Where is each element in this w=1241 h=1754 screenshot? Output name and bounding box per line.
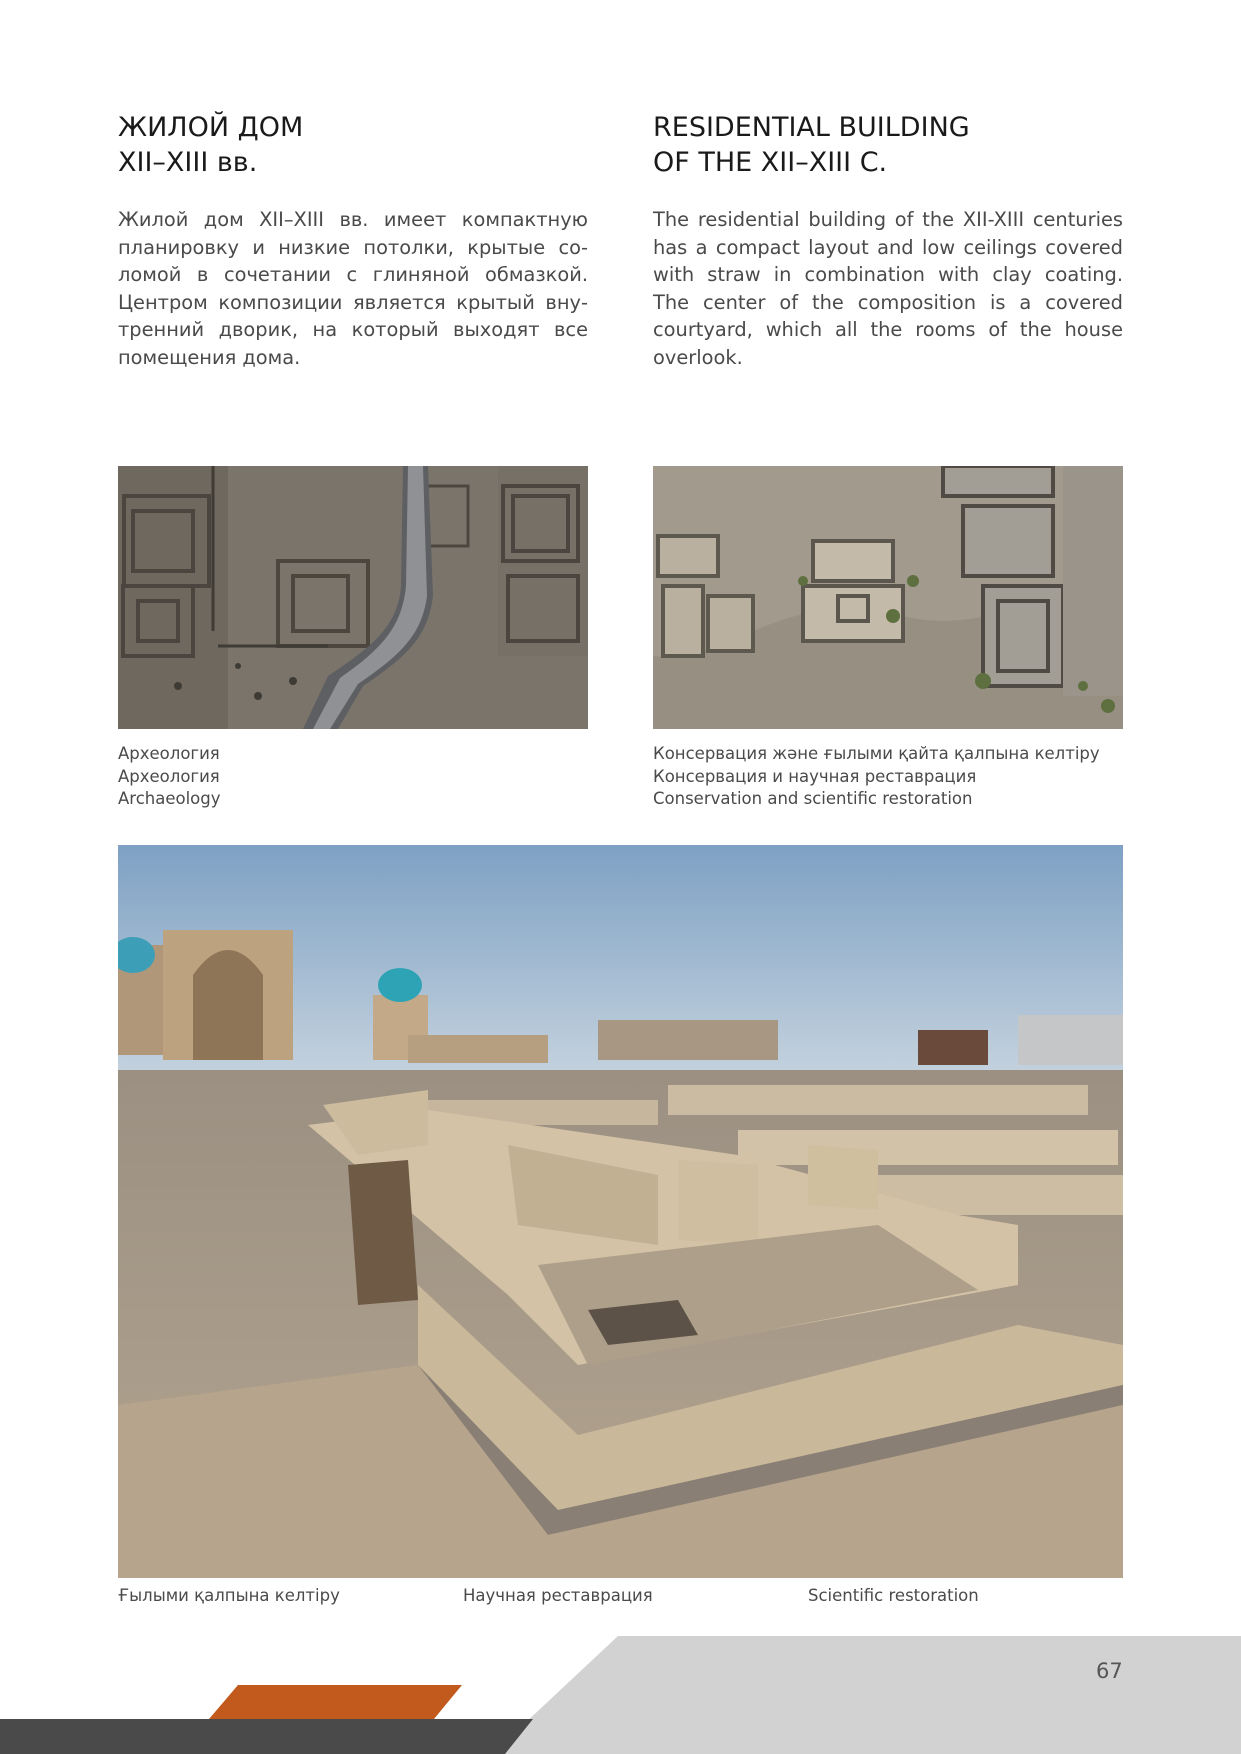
photo-aerial-archaeology	[118, 466, 588, 729]
page-number: 67	[1096, 1659, 1123, 1683]
title-en-line-2: OF THE XII–XIII C.	[653, 147, 888, 178]
title-ru-line-2: XII–XIII вв.	[118, 147, 258, 178]
caption-archaeology	[118, 743, 221, 811]
caption-restoration-kz: Ғылыми қалпына келтіру	[118, 1586, 340, 1605]
caption-line: Archaeology	[118, 789, 221, 808]
footer-grey-band	[492, 1636, 1241, 1754]
body-en: The residential building of the XII-XIII centuries has a compact layout and low ceilings covered with straw in combination with clay coating. The center of the composition is a covered courtyard, which all the rooms of the house overlook.	[653, 208, 1123, 369]
photo-restored-building	[118, 845, 1123, 1578]
body-ru: Жилой дом XII–XIII вв. имеет компактную планировку и низкие потолки, крытые соломой в сочетании с глиняной обмазкой. Центром композиции является крытый внутренний дворик, на который выходят все помещения дома.	[118, 208, 588, 369]
caption-line: Археология	[118, 744, 220, 763]
caption-restoration-ru: Научная реставрация	[463, 1586, 653, 1605]
footer-orange-bar	[209, 1685, 462, 1719]
photo-aerial-conservation	[653, 466, 1123, 729]
title-en-line-1: RESIDENTIAL BUILDING	[653, 112, 970, 143]
caption-conservation	[653, 743, 1100, 811]
caption-line: Консервация и научная реставрация	[653, 766, 977, 786]
title-en	[653, 110, 1123, 180]
title-ru	[118, 110, 588, 180]
title-ru-line-1: ЖИЛОЙ ДОМ	[118, 112, 304, 143]
caption-line: Консервация және ғылыми қайта қалпына келтіру	[653, 744, 1100, 763]
caption-line: Conservation and scientific restoration	[653, 789, 973, 808]
footer-decoration	[0, 1636, 1241, 1754]
footer-dark-bar	[0, 1719, 533, 1754]
caption-line: Археология	[118, 766, 220, 786]
caption-restoration-en: Scientific restoration	[808, 1586, 979, 1605]
